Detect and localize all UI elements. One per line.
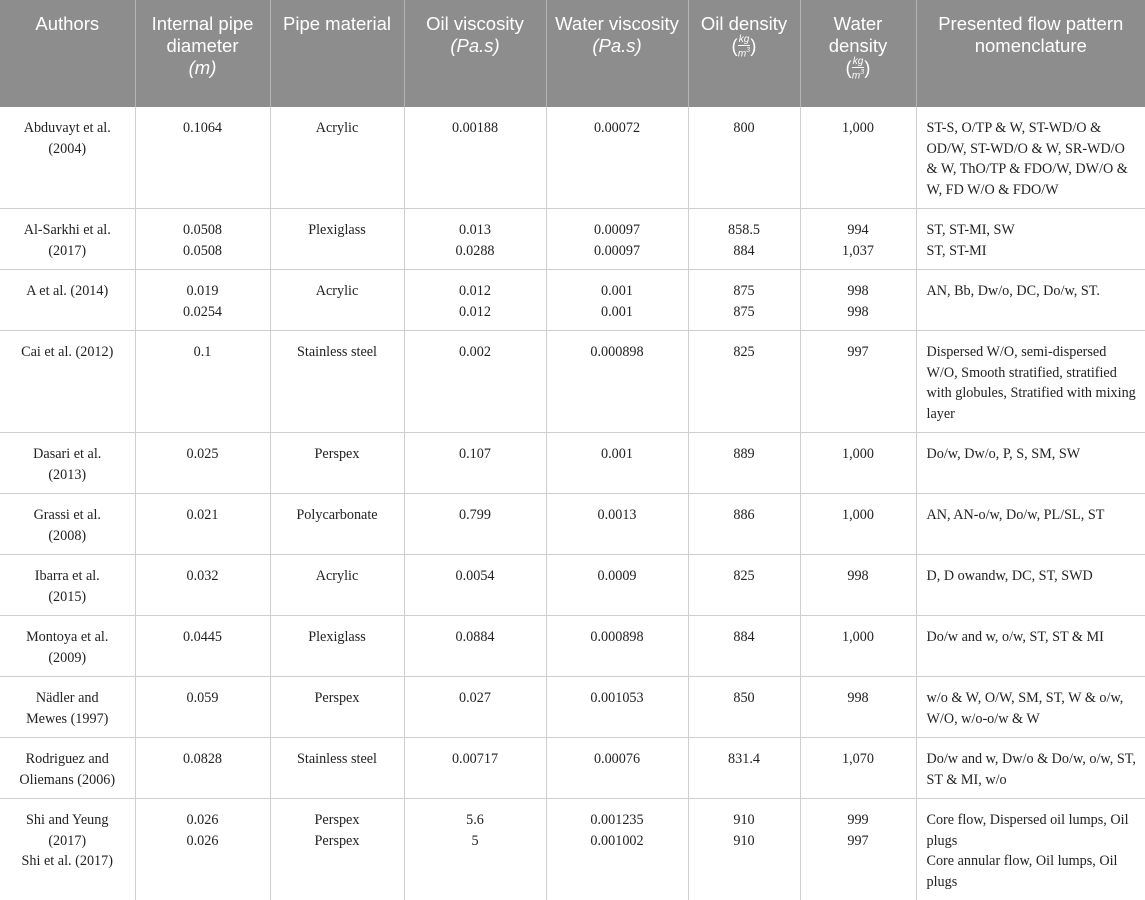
oil-density-cell [688, 555, 800, 616]
cell-text: 0.0054 [409, 566, 542, 587]
oil-density-cell [688, 799, 800, 900]
cell-text: 0.021 [140, 505, 266, 526]
oil-density-cell [688, 209, 800, 270]
cell-text: Acrylic [275, 281, 400, 302]
cell-text: 998 [805, 688, 912, 709]
cell-text: 0.026 [140, 831, 266, 852]
header-material: Pipe material [270, 0, 404, 107]
cell-text: 0.0254 [140, 302, 266, 323]
cell-text: 825 [693, 566, 796, 587]
cell-text: 0.00097 [551, 241, 684, 262]
water-viscosity-cell [546, 107, 688, 209]
material-cell [270, 270, 404, 331]
cell-text: ST, ST-MI [927, 241, 1140, 262]
cell-text: 0.001235 [551, 810, 684, 831]
material-cell [270, 494, 404, 555]
cell-text: Perspex [275, 831, 400, 852]
cell-text: 999 [805, 810, 912, 831]
diameter-cell [135, 331, 270, 433]
water-viscosity-cell [546, 270, 688, 331]
cell-text: Dispersed W/O, semi-dispersed W/O, Smooth stratified, stratified with globules, Stratified with mixing layer [927, 342, 1140, 424]
table-row [0, 738, 1145, 799]
cell-text: 825 [693, 342, 796, 363]
author-cell [0, 677, 135, 738]
oil-viscosity-cell [404, 616, 546, 677]
flow-pattern-cell [916, 209, 1145, 270]
table-row [0, 799, 1145, 900]
material-cell [270, 555, 404, 616]
cell-text: 800 [693, 118, 796, 139]
cell-text: Core annular flow, Oil lumps, Oil plugs [927, 851, 1140, 892]
oil-viscosity-cell [404, 433, 546, 494]
cell-text: Do/w and w, o/w, ST, ST & MI [927, 627, 1140, 648]
cell-text: Polycarbonate [275, 505, 400, 526]
water-density-cell [800, 209, 916, 270]
header-water-density: Water density ( $\frac{kg}{m^3}$ ) [800, 0, 916, 107]
water-viscosity-cell [546, 738, 688, 799]
diameter-cell [135, 270, 270, 331]
water-density-cell [800, 331, 916, 433]
cell-text: Acrylic [275, 566, 400, 587]
cell-text: Cai et al. (2012) [4, 342, 131, 363]
cell-text: 0.1064 [140, 118, 266, 139]
author-cell [0, 799, 135, 900]
oil-viscosity-cell [404, 738, 546, 799]
cell-text: 884 [693, 241, 796, 262]
diameter-cell [135, 616, 270, 677]
oil-density-cell [688, 616, 800, 677]
cell-text: Acrylic [275, 118, 400, 139]
water-density-cell [800, 677, 916, 738]
water-viscosity-cell [546, 433, 688, 494]
cell-text: 0.0288 [409, 241, 542, 262]
oil-density-cell [688, 677, 800, 738]
cell-text: (2013) [4, 465, 131, 486]
oil-viscosity-cell [404, 107, 546, 209]
table-row [0, 555, 1145, 616]
flow-pattern-cell [916, 616, 1145, 677]
cell-text: 0.012 [409, 281, 542, 302]
cell-text: 1,000 [805, 444, 912, 465]
table-row [0, 616, 1145, 677]
material-cell [270, 616, 404, 677]
header-water-viscosity: Water viscosity (Pa.s) [546, 0, 688, 107]
cell-text: Do/w and w, Dw/o & Do/w, o/w, ST, ST & MI, w/o [927, 749, 1140, 790]
author-cell [0, 494, 135, 555]
cell-text: 0.0828 [140, 749, 266, 770]
cell-text: 998 [805, 302, 912, 323]
water-density-cell [800, 555, 916, 616]
cell-text: 0.026 [140, 810, 266, 831]
material-cell [270, 433, 404, 494]
flow-pattern-cell [916, 331, 1145, 433]
oil-density-cell [688, 270, 800, 331]
oil-viscosity-cell [404, 331, 546, 433]
cell-text: 0.000898 [551, 342, 684, 363]
cell-text: Al-Sarkhi et al. [4, 220, 131, 241]
cell-text: 886 [693, 505, 796, 526]
water-viscosity-cell [546, 677, 688, 738]
water-viscosity-cell [546, 331, 688, 433]
cell-text: Oliemans (2006) [4, 770, 131, 791]
material-cell [270, 209, 404, 270]
cell-text: D, D owandw, DC, ST, SWD [927, 566, 1140, 587]
cell-text: Shi and Yeung [4, 810, 131, 831]
cell-text: 910 [693, 810, 796, 831]
cell-text: (2015) [4, 587, 131, 608]
water-density-cell [800, 494, 916, 555]
oil-viscosity-cell [404, 799, 546, 900]
cell-text: 998 [805, 281, 912, 302]
cell-text: 0.001 [551, 302, 684, 323]
cell-text: 1,070 [805, 749, 912, 770]
cell-text: 0.00717 [409, 749, 542, 770]
water-density-cell [800, 738, 916, 799]
flow-pattern-cell [916, 738, 1145, 799]
cell-text: Plexiglass [275, 220, 400, 241]
cell-text: (2004) [4, 139, 131, 160]
density-unit: $\frac{kg}{m^3}$ [852, 57, 865, 81]
diameter-cell [135, 209, 270, 270]
cell-text: Shi et al. (2017) [4, 851, 131, 872]
cell-text: 0.00072 [551, 118, 684, 139]
oil-viscosity-cell [404, 555, 546, 616]
header-flow-pattern: Presented flow pattern nomenclature [916, 0, 1145, 107]
author-cell [0, 433, 135, 494]
oil-viscosity-cell [404, 209, 546, 270]
cell-text: 994 [805, 220, 912, 241]
flow-pattern-cell [916, 677, 1145, 738]
cell-text: w/o & W, O/W, SM, ST, W & o/w, W/O, w/o-o/w & W [927, 688, 1140, 729]
cell-text: 1,000 [805, 505, 912, 526]
cell-text: 0.0009 [551, 566, 684, 587]
material-cell [270, 799, 404, 900]
water-viscosity-cell [546, 494, 688, 555]
flow-pattern-cell [916, 799, 1145, 900]
cell-text: 0.0508 [140, 220, 266, 241]
oil-viscosity-cell [404, 270, 546, 331]
cell-text: Grassi et al. [4, 505, 131, 526]
cell-text: Nädler and [4, 688, 131, 709]
author-cell [0, 738, 135, 799]
cell-text: Abduvayt et al. [4, 118, 131, 139]
cell-text: 0.013 [409, 220, 542, 241]
material-cell [270, 107, 404, 209]
flow-pattern-cell [916, 494, 1145, 555]
cell-text: 997 [805, 831, 912, 852]
cell-text: 831.4 [693, 749, 796, 770]
cell-text: 0.001002 [551, 831, 684, 852]
cell-text: 0.00076 [551, 749, 684, 770]
cell-text: (2017) [4, 831, 131, 852]
oil-density-cell [688, 738, 800, 799]
oil-viscosity-cell [404, 677, 546, 738]
table-row [0, 209, 1145, 270]
diameter-cell [135, 107, 270, 209]
cell-text: 1,000 [805, 118, 912, 139]
cell-text: 884 [693, 627, 796, 648]
cell-text: 0.002 [409, 342, 542, 363]
table-row [0, 494, 1145, 555]
flow-pattern-cell [916, 270, 1145, 331]
table-row [0, 270, 1145, 331]
cell-text: 0.025 [140, 444, 266, 465]
cell-text: 0.1 [140, 342, 266, 363]
cell-text: 0.059 [140, 688, 266, 709]
cell-text: A et al. (2014) [4, 281, 131, 302]
cell-text: 5.6 [409, 810, 542, 831]
flow-pattern-cell [916, 107, 1145, 209]
cell-text: 0.0884 [409, 627, 542, 648]
water-viscosity-cell [546, 616, 688, 677]
diameter-cell [135, 433, 270, 494]
author-cell [0, 107, 135, 209]
diameter-cell [135, 494, 270, 555]
cell-text: Do/w, Dw/o, P, S, SM, SW [927, 444, 1140, 465]
cell-text: 910 [693, 831, 796, 852]
water-density-cell [800, 799, 916, 900]
header-authors: Authors [0, 0, 135, 107]
oil-density-cell [688, 494, 800, 555]
cell-text: Perspex [275, 810, 400, 831]
author-cell [0, 555, 135, 616]
water-viscosity-cell [546, 209, 688, 270]
cell-text: 0.00097 [551, 220, 684, 241]
water-density-cell [800, 270, 916, 331]
diameter-cell [135, 799, 270, 900]
cell-text: 0.799 [409, 505, 542, 526]
cell-text: 0.001 [551, 281, 684, 302]
header-diameter: Internal pipe diameter (m) [135, 0, 270, 107]
cell-text: 0.0445 [140, 627, 266, 648]
cell-text: 0.00188 [409, 118, 542, 139]
cell-text: 0.027 [409, 688, 542, 709]
material-cell [270, 738, 404, 799]
table-row [0, 331, 1145, 433]
cell-text: Plexiglass [275, 627, 400, 648]
cell-text: Perspex [275, 444, 400, 465]
density-unit: $\frac{kg}{m^3}$ [738, 35, 751, 59]
cell-text: Montoya et al. [4, 627, 131, 648]
cell-text: 0.000898 [551, 627, 684, 648]
header-oil-density: Oil density ( $\frac{kg}{m^3}$ ) [688, 0, 800, 107]
cell-text: 1,000 [805, 627, 912, 648]
cell-text: 0.019 [140, 281, 266, 302]
cell-text: 5 [409, 831, 542, 852]
author-cell [0, 331, 135, 433]
cell-text: ST, ST-MI, SW [927, 220, 1140, 241]
oil-density-cell [688, 107, 800, 209]
cell-text: 0.001 [551, 444, 684, 465]
cell-text: Stainless steel [275, 749, 400, 770]
material-cell [270, 677, 404, 738]
cell-text: 889 [693, 444, 796, 465]
cell-text: 0.107 [409, 444, 542, 465]
cell-text: Mewes (1997) [4, 709, 131, 730]
cell-text: 0.032 [140, 566, 266, 587]
cell-text: Core flow, Dispersed oil lumps, Oil plugs [927, 810, 1140, 851]
cell-text: 998 [805, 566, 912, 587]
cell-text: ST-S, O/TP & W, ST-WD/O & OD/W, ST-WD/O & W, SR-WD/O & W, ThO/TP & FDO/W, DW/O & W, FD W/O & FDO/W [927, 118, 1140, 200]
flow-pattern-cell [916, 433, 1145, 494]
oil-density-cell [688, 433, 800, 494]
table-body [0, 107, 1145, 900]
author-cell [0, 616, 135, 677]
cell-text: 997 [805, 342, 912, 363]
author-cell [0, 270, 135, 331]
header-row [0, 0, 1145, 107]
author-cell [0, 209, 135, 270]
table-row [0, 107, 1145, 209]
cell-text: Rodriguez and [4, 749, 131, 770]
cell-text: Stainless steel [275, 342, 400, 363]
cell-text: 0.012 [409, 302, 542, 323]
diameter-cell [135, 738, 270, 799]
cell-text: 1,037 [805, 241, 912, 262]
cell-text: 875 [693, 281, 796, 302]
cell-text: (2009) [4, 648, 131, 669]
cell-text: Ibarra et al. [4, 566, 131, 587]
oil-viscosity-cell [404, 494, 546, 555]
cell-text: Perspex [275, 688, 400, 709]
water-density-cell [800, 616, 916, 677]
cell-text: (2017) [4, 241, 131, 262]
water-viscosity-cell [546, 555, 688, 616]
cell-text: 0.0013 [551, 505, 684, 526]
cell-text: 858.5 [693, 220, 796, 241]
diameter-cell [135, 555, 270, 616]
cell-text: AN, Bb, Dw/o, DC, Do/w, ST. [927, 281, 1140, 302]
water-density-cell [800, 107, 916, 209]
cell-text: Dasari et al. [4, 444, 131, 465]
material-cell [270, 331, 404, 433]
table-row [0, 433, 1145, 494]
header-oil-viscosity: Oil viscosity (Pa.s) [404, 0, 546, 107]
table-row [0, 677, 1145, 738]
cell-text: (2008) [4, 526, 131, 547]
oil-density-cell [688, 331, 800, 433]
flow-pattern-cell [916, 555, 1145, 616]
water-density-cell [800, 433, 916, 494]
cell-text: 0.001053 [551, 688, 684, 709]
cell-text: 0.0508 [140, 241, 266, 262]
cell-text: 850 [693, 688, 796, 709]
cell-text: AN, AN-o/w, Do/w, PL/SL, ST [927, 505, 1140, 526]
cell-text: 875 [693, 302, 796, 323]
diameter-cell [135, 677, 270, 738]
water-viscosity-cell [546, 799, 688, 900]
